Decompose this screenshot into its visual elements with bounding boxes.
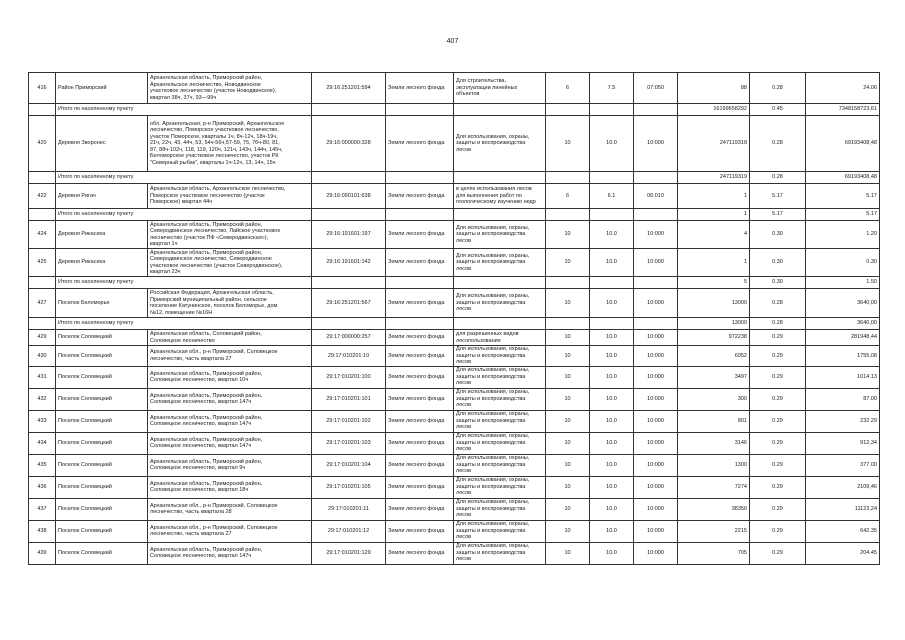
settlement-cell: Поселок Соловецкий	[56, 366, 148, 388]
row-number-cell: 422	[29, 184, 56, 209]
subtotal-row	[29, 104, 880, 116]
code-cell: 10	[546, 454, 590, 476]
rate-cell: 5.17	[750, 184, 806, 209]
empty-cell	[454, 104, 546, 116]
code-cell: 10:000	[634, 366, 678, 388]
permitted-use-cell: Для использования, охраны, защиты и воспроизводства лесов	[454, 476, 546, 498]
land-category-cell: Земли лесного фонда	[386, 520, 454, 542]
page-number: 407	[446, 38, 459, 45]
rate-cell: 0.29	[750, 498, 806, 520]
code-cell: 6	[546, 184, 590, 209]
subtotal-area-cell: 1	[678, 209, 750, 221]
settlement-cell: Поселок Соловецкий	[56, 454, 148, 476]
area-cell: 801	[678, 410, 750, 432]
empty-cell	[386, 277, 454, 289]
code-cell: 10.0	[590, 346, 634, 367]
rate-cell: 0.29	[750, 388, 806, 410]
permitted-use-cell: Для использования, охраны, защиты и воспроизводства лесов	[454, 410, 546, 432]
empty-cell	[634, 172, 678, 184]
subtotal-row	[29, 209, 880, 221]
permitted-use-cell: Для использования, охраны, защиты и воспроизводства лесов	[454, 116, 546, 172]
cadastral-number-cell: 29:16:000000:328	[312, 116, 386, 172]
sum-cell: 24.06	[806, 73, 880, 104]
code-cell: 10.0	[590, 498, 634, 520]
subtotal-sum-cell: 7348158723,61	[806, 104, 880, 116]
empty-cell	[546, 104, 590, 116]
code-cell: 10	[546, 520, 590, 542]
land-category-cell: Земли лесного фонда	[386, 476, 454, 498]
code-cell: 6.1	[590, 184, 634, 209]
rate-cell: 0.29	[750, 330, 806, 346]
empty-cell	[29, 209, 56, 221]
address-cell: обл. Архангельская, р-н Приморский, Архангельское лесничество, Поморское участковое лесничество, участок Поморское, кварталы 1ч, 8ч-12ч, 18ч-19ч, 21ч, 22ч, 43, 44ч, 53, 54ч-56ч,57-59, 75, 76ч-80, 81, 87, 88ч-102ч, 118, 119, 120ч, 121ч, 143ч, 144ч, 145ч, Беломорское участковое лесничество, участок РК "Северный рыбак", кварталы 1ч-12ч, 13, 14ч, 15ч	[148, 116, 312, 172]
empty-cell	[634, 104, 678, 116]
permitted-use-cell: Для использования, охраны, защиты и воспроизводства лесов	[454, 454, 546, 476]
code-cell: 10.0	[590, 410, 634, 432]
rate-cell: 0.29	[750, 542, 806, 564]
land-category-cell: Земли лесного фонда	[386, 498, 454, 520]
land-category-cell: Земли лесного фонда	[386, 73, 454, 104]
table-row	[29, 249, 880, 277]
rate-cell: 0.28	[750, 289, 806, 318]
sum-cell: 0.30	[806, 249, 880, 277]
empty-cell	[386, 318, 454, 330]
table-row	[29, 410, 880, 432]
table-row	[29, 476, 880, 498]
permitted-use-cell: Для использования, охраны, защиты и воспроизводства лесов	[454, 388, 546, 410]
subtotal-area-cell: 13000	[678, 318, 750, 330]
settlement-cell: Деревня Ригач	[56, 184, 148, 209]
empty-cell	[29, 318, 56, 330]
subtotal-sum-cell: 3640,00	[806, 318, 880, 330]
land-category-cell: Земли лесного фонда	[386, 184, 454, 209]
settlement-cell: Район Приморский	[56, 73, 148, 104]
land-category-cell: Земли лесного фонда	[386, 249, 454, 277]
code-cell: 10:000	[634, 330, 678, 346]
subtotal-row	[29, 277, 880, 289]
settlement-cell: Деревня Рикасиха	[56, 221, 148, 249]
code-cell: 10	[546, 289, 590, 318]
empty-cell	[590, 318, 634, 330]
code-cell: 07:050	[634, 73, 678, 104]
land-category-cell: Земли лесного фонда	[386, 221, 454, 249]
settlement-cell: Поселок Соловецкий	[56, 542, 148, 564]
land-plot-table	[28, 72, 880, 565]
table-row	[29, 542, 880, 564]
code-cell: 10.0	[590, 454, 634, 476]
address-cell: Архангельская область, Приморский район, Соловецкое лесничество, квартал 147ч	[148, 432, 312, 454]
sum-cell: 281948,44	[806, 330, 880, 346]
cadastral-number-cell: 29:17:010201:12	[312, 520, 386, 542]
area-cell: 88	[678, 73, 750, 104]
permitted-use-cell: Для использования, охраны, защиты и воспроизводства лесов	[454, 542, 546, 564]
cadastral-number-cell: 29:17:000000:257	[312, 330, 386, 346]
empty-cell	[634, 209, 678, 221]
code-cell: 10	[546, 388, 590, 410]
land-category-cell: Земли лесного фонда	[386, 366, 454, 388]
subtotal-label-cell: Итого по населенному пункту	[56, 172, 312, 184]
code-cell: 10	[546, 476, 590, 498]
code-cell: 10:000	[634, 116, 678, 172]
land-category-cell: Земли лесного фонда	[386, 116, 454, 172]
subtotal-sum-cell: 69193408,48	[806, 172, 880, 184]
subtotal-rate-cell: 0.28	[750, 172, 806, 184]
area-cell: 13000	[678, 289, 750, 318]
settlement-cell: Деревня Зворонес	[56, 116, 148, 172]
subtotal-area-cell: 247119319	[678, 172, 750, 184]
table-row	[29, 366, 880, 388]
code-cell: 10:000	[634, 410, 678, 432]
empty-cell	[590, 209, 634, 221]
permitted-use-cell: Для использования, охраны, защиты и воспроизводства лесов	[454, 366, 546, 388]
settlement-cell: Поселок Соловецкий	[56, 410, 148, 432]
address-cell: Архангельская обл., р-н Приморский, Соловецкое лесничество, часть квартала 27	[148, 346, 312, 367]
table-row	[29, 454, 880, 476]
address-cell: Архангельская область, Приморский район, Северодвинское лесничество, Северодвинское участковое лесничество (участок Северодвинское), квартал 23ч	[148, 249, 312, 277]
code-cell: 10	[546, 366, 590, 388]
address-cell: Архангельская область, Приморский район, Соловецкое лесничество, квартал 18ч	[148, 476, 312, 498]
row-number-cell: 425	[29, 249, 56, 277]
empty-cell	[590, 172, 634, 184]
code-cell: 10:000	[634, 454, 678, 476]
code-cell: 10	[546, 330, 590, 346]
address-cell: Архангельская область, Приморский район, Соловецкое лесничество, квартал 147ч	[148, 388, 312, 410]
code-cell: 10.0	[590, 542, 634, 564]
address-cell: Архангельская область, Приморский район, Архангельское лесничество, Новодвинское участковое лесничество (участок Новодвинское), квартал 38ч, 37ч, 93—99ч	[148, 73, 312, 104]
cadastral-number-cell: 29:16:090101:638	[312, 184, 386, 209]
sum-cell: 1014.13	[806, 366, 880, 388]
subtotal-row	[29, 172, 880, 184]
area-cell: 300	[678, 388, 750, 410]
empty-cell	[29, 172, 56, 184]
subtotal-rate-cell: 0.30	[750, 277, 806, 289]
code-cell: 10.0	[590, 249, 634, 277]
permitted-use-cell: Для использования, охраны, защиты и воспроизводства лесов	[454, 520, 546, 542]
code-cell: 10.0	[590, 116, 634, 172]
settlement-cell: Поселок Соловецкий	[56, 388, 148, 410]
area-cell: 247119318	[678, 116, 750, 172]
cadastral-number-cell: 29:16:191601:197	[312, 221, 386, 249]
code-cell: 10:000	[634, 498, 678, 520]
rate-cell: 0.29	[750, 346, 806, 367]
row-number-cell: 432	[29, 388, 56, 410]
code-cell: 10:000	[634, 249, 678, 277]
row-number-cell: 424	[29, 221, 56, 249]
settlement-cell: Поселок Соловецкий	[56, 330, 148, 346]
sum-cell: 11123,24	[806, 498, 880, 520]
code-cell: 10.0	[590, 366, 634, 388]
empty-cell	[386, 104, 454, 116]
permitted-use-cell: для разрешенных видов лесопользования	[454, 330, 546, 346]
area-cell: 3497	[678, 366, 750, 388]
empty-cell	[386, 209, 454, 221]
code-cell: 10	[546, 498, 590, 520]
code-cell: 10.0	[590, 330, 634, 346]
row-number-cell: 437	[29, 498, 56, 520]
cadastral-number-cell: 29:16:251201:567	[312, 289, 386, 318]
empty-cell	[386, 172, 454, 184]
table-row	[29, 520, 880, 542]
code-cell: 10	[546, 346, 590, 367]
code-cell: 10:000	[634, 388, 678, 410]
area-cell: 705	[678, 542, 750, 564]
rate-cell: 0.29	[750, 410, 806, 432]
code-cell: 10	[546, 249, 590, 277]
area-cell: 3146	[678, 432, 750, 454]
row-number-cell: 430	[29, 346, 56, 367]
settlement-cell: Поселок Беломорье	[56, 289, 148, 318]
land-category-cell: Земли лесного фонда	[386, 388, 454, 410]
table-row	[29, 432, 880, 454]
rate-cell: 0.29	[750, 454, 806, 476]
row-number-cell: 433	[29, 410, 56, 432]
row-number-cell: 434	[29, 432, 56, 454]
table-row	[29, 184, 880, 209]
empty-cell	[312, 172, 386, 184]
cadastral-number-cell: 29:17:010201:102	[312, 410, 386, 432]
settlement-cell: Поселок Соловецкий	[56, 476, 148, 498]
empty-cell	[546, 277, 590, 289]
empty-cell	[634, 318, 678, 330]
code-cell: 10	[546, 116, 590, 172]
row-number-cell: 439	[29, 542, 56, 564]
empty-cell	[312, 209, 386, 221]
row-number-cell: 431	[29, 366, 56, 388]
empty-cell	[546, 318, 590, 330]
empty-cell	[634, 277, 678, 289]
address-cell: Российская Федерация, Архангельская область, Приморский муниципальный район, сельское поселение Катунинское, поселок Беломорье, дом №12, помещение №16Н	[148, 289, 312, 318]
address-cell: Архангельская область, Приморский район, Соловецкое лесничество, квартал 147ч	[148, 542, 312, 564]
cadastral-number-cell: 29:17:010201:100	[312, 366, 386, 388]
table-row	[29, 388, 880, 410]
code-cell: 10:000	[634, 542, 678, 564]
settlement-cell: Поселок Соловецкий	[56, 498, 148, 520]
subtotal-rate-cell: 5.17	[750, 209, 806, 221]
land-category-cell: Земли лесного фонда	[386, 410, 454, 432]
address-cell: Архангельская обл., р-н Приморский, Соловецкое лесничество, часть квартала 28	[148, 498, 312, 520]
code-cell: 10:000	[634, 476, 678, 498]
code-cell: 10	[546, 410, 590, 432]
cadastral-number-cell: 29:17:010201:10	[312, 346, 386, 367]
permitted-use-cell: Для строительства, эксплуатации линейных объектов	[454, 73, 546, 104]
area-cell: 1	[678, 249, 750, 277]
permitted-use-cell: Для использования, охраны, защиты и воспроизводства лесов	[454, 432, 546, 454]
area-cell: 38356	[678, 498, 750, 520]
code-cell: 10	[546, 221, 590, 249]
rate-cell: 0.28	[750, 73, 806, 104]
code-cell: 10.0	[590, 432, 634, 454]
empty-cell	[454, 277, 546, 289]
code-cell: 10:000	[634, 289, 678, 318]
sum-cell: 5.17	[806, 184, 880, 209]
land-category-cell: Земли лесного фонда	[386, 432, 454, 454]
rate-cell: 0.29	[750, 476, 806, 498]
address-cell: Архангельская область, Приморский район, Соловецкое лесничество, квартал 147ч	[148, 410, 312, 432]
cadastral-number-cell: 29:17:010201:129	[312, 542, 386, 564]
table-row	[29, 73, 880, 104]
sum-cell: 87.00	[806, 388, 880, 410]
area-cell: 1300	[678, 454, 750, 476]
land-category-cell: Земли лесного фонда	[386, 542, 454, 564]
address-cell: Архангельская область, Архангельское лесничество, Поморское участковое лесничество (участок Поморское) квартал 44ч	[148, 184, 312, 209]
table-row	[29, 221, 880, 249]
code-cell: 10.0	[590, 476, 634, 498]
code-cell: 10:000	[634, 432, 678, 454]
area-cell: 4	[678, 221, 750, 249]
sum-cell: 69193408,48	[806, 116, 880, 172]
area-cell: 7274	[678, 476, 750, 498]
empty-cell	[454, 318, 546, 330]
address-cell: Архангельская область, Приморский район, Северодвинское лесничество, Лайское участковое лесничество (участок ПФ «Северодвинская»), квартал 1ч	[148, 221, 312, 249]
settlement-cell: Деревня Рикасиха	[56, 249, 148, 277]
permitted-use-cell: в целях использования лесов для выполнения работ по геологическому изучению недр	[454, 184, 546, 209]
empty-cell	[312, 104, 386, 116]
row-number-cell: 420	[29, 116, 56, 172]
code-cell: 10:000	[634, 221, 678, 249]
settlement-cell: Поселок Соловецкий	[56, 432, 148, 454]
land-category-cell: Земли лесного фонда	[386, 330, 454, 346]
sum-cell: 204.45	[806, 542, 880, 564]
sum-cell: 1.20	[806, 221, 880, 249]
empty-cell	[590, 104, 634, 116]
cadastral-number-cell: 29:17:010201:105	[312, 476, 386, 498]
table-row	[29, 116, 880, 172]
cadastral-number-cell: 29:17:010201:11	[312, 498, 386, 520]
rate-cell: 0.29	[750, 520, 806, 542]
empty-cell	[29, 104, 56, 116]
empty-cell	[546, 172, 590, 184]
empty-cell	[454, 172, 546, 184]
code-cell: 6	[546, 73, 590, 104]
code-cell: 10.0	[590, 388, 634, 410]
empty-cell	[312, 277, 386, 289]
subtotal-rate-cell: 0.28	[750, 318, 806, 330]
cadastral-number-cell: 29:17:010201:101	[312, 388, 386, 410]
permitted-use-cell: Для использования, охраны, защиты и воспроизводства лесов	[454, 289, 546, 318]
sum-cell: 3640,00	[806, 289, 880, 318]
settlement-cell: Поселок Соловецкий	[56, 520, 148, 542]
address-cell: Архангельская область, Соловецкий район, Соловецкое лесничество	[148, 330, 312, 346]
settlement-cell: Поселок Соловецкий	[56, 346, 148, 367]
permitted-use-cell: Для использования, охраны, защиты и воспроизводства лесов	[454, 346, 546, 367]
row-number-cell: 436	[29, 476, 56, 498]
table-row	[29, 346, 880, 367]
subtotal-label-cell: Итого по населенному пункту	[56, 277, 312, 289]
row-number-cell: 438	[29, 520, 56, 542]
code-cell: 10	[546, 432, 590, 454]
empty-cell	[454, 209, 546, 221]
empty-cell	[312, 318, 386, 330]
cadastral-number-cell: 29:16:191601:142	[312, 249, 386, 277]
sum-cell: 377.00	[806, 454, 880, 476]
area-cell: 1	[678, 184, 750, 209]
rate-cell: 0.30	[750, 221, 806, 249]
code-cell: 10:000	[634, 520, 678, 542]
table-row	[29, 330, 880, 346]
code-cell: 10	[546, 542, 590, 564]
sum-cell: 642.35	[806, 520, 880, 542]
address-cell: Архангельская обл., р-н Приморский, Соловецкое лесничество, часть квартала 27	[148, 520, 312, 542]
code-cell: 10.0	[590, 520, 634, 542]
sum-cell: 912,34	[806, 432, 880, 454]
land-category-cell: Земли лесного фонда	[386, 346, 454, 367]
address-cell: Архангельская область, Приморский район, Соловецкое лесничество, квартал 9ч	[148, 454, 312, 476]
rate-cell: 0.30	[750, 249, 806, 277]
cadastral-number-cell: 29:16:251201:594	[312, 73, 386, 104]
permitted-use-cell: Для использования, охраны, защиты и воспроизводства лесов	[454, 498, 546, 520]
area-cell: 2215	[678, 520, 750, 542]
rate-cell: 0.29	[750, 366, 806, 388]
subtotal-row	[29, 318, 880, 330]
rate-cell: 0.29	[750, 432, 806, 454]
cadastral-number-cell: 29:17:010201:103	[312, 432, 386, 454]
subtotal-sum-cell: 5.17	[806, 209, 880, 221]
empty-cell	[29, 277, 56, 289]
table-row	[29, 498, 880, 520]
code-cell: 10.0	[590, 221, 634, 249]
empty-cell	[590, 277, 634, 289]
sum-cell: 1755,08	[806, 346, 880, 367]
code-cell: 7.5	[590, 73, 634, 104]
row-number-cell: 427	[29, 289, 56, 318]
subtotal-rate-cell: 0.45	[750, 104, 806, 116]
row-number-cell: 429	[29, 330, 56, 346]
code-cell: 10.0	[590, 289, 634, 318]
table-row	[29, 289, 880, 318]
code-cell: 10:000	[634, 346, 678, 367]
rate-cell: 0.28	[750, 116, 806, 172]
subtotal-label-cell: Итого по населенному пункту	[56, 318, 312, 330]
land-category-cell: Земли лесного фонда	[386, 454, 454, 476]
sum-cell: 232.29	[806, 410, 880, 432]
address-cell: Архангельская область, Приморский район, Соловецкое лесничество, квартал 10ч	[148, 366, 312, 388]
subtotal-sum-cell: 1.50	[806, 277, 880, 289]
subtotal-label-cell: Итого по населенному пункту	[56, 104, 312, 116]
empty-cell	[546, 209, 590, 221]
code-cell: 06:010	[634, 184, 678, 209]
area-cell: 6052	[678, 346, 750, 367]
permitted-use-cell: Для использования, охраны, защиты и воспроизводства лесов	[454, 249, 546, 277]
subtotal-area-cell: 16199658292	[678, 104, 750, 116]
subtotal-area-cell: 5	[678, 277, 750, 289]
row-number-cell: 416	[29, 73, 56, 104]
cadastral-number-cell: 29:17:010201:104	[312, 454, 386, 476]
subtotal-label-cell: Итого по населенному пункту	[56, 209, 312, 221]
land-category-cell: Земли лесного фонда	[386, 289, 454, 318]
row-number-cell: 435	[29, 454, 56, 476]
permitted-use-cell: Для использования, охраны, защиты и воспроизводства лесов	[454, 221, 546, 249]
area-cell: 972238	[678, 330, 750, 346]
sum-cell: 2109,46	[806, 476, 880, 498]
